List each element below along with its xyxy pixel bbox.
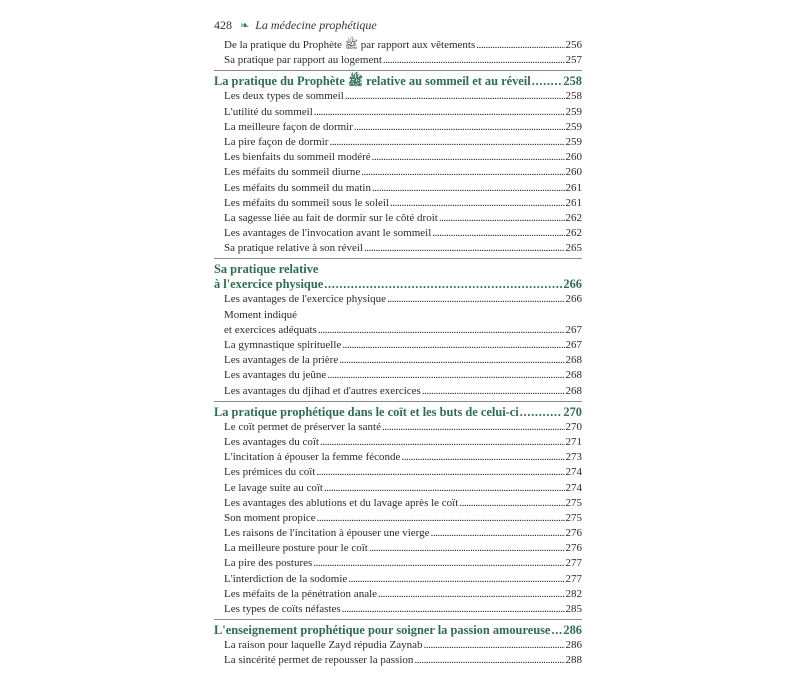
dot-leader (378, 587, 564, 602)
toc-entry-text: Les avantages du coït (224, 435, 319, 448)
toc-section (214, 258, 582, 400)
toc-entry (224, 226, 582, 241)
dot-leader (314, 105, 565, 120)
dot-leader (401, 450, 564, 465)
table-of-contents (214, 38, 582, 671)
dot-leader (431, 526, 565, 541)
book-page (214, 18, 582, 671)
toc-item-list (214, 38, 582, 70)
toc-entry-line2 (224, 323, 582, 338)
toc-entry (224, 368, 582, 383)
toc-entry-text: Sa pratique relative à son réveil (224, 242, 363, 255)
dot-leader (422, 384, 565, 399)
dot-leader (439, 211, 565, 226)
dot-leader (354, 120, 565, 135)
toc-entry (224, 38, 582, 53)
toc-entry-page: 282 (565, 587, 582, 600)
toc-entry-text: L'incitation à épouser la femme féconde (224, 451, 401, 464)
toc-entry-page: 262 (565, 227, 582, 240)
toc-entry-page: 259 (565, 105, 582, 118)
section-heading-text: L'enseignement prophétique pour soigner la passion amoureuse (214, 623, 551, 638)
dot-leader (327, 368, 564, 383)
toc-entry (224, 241, 582, 256)
toc-entry-text: et exercices adéquats (224, 323, 317, 336)
toc-section (214, 70, 582, 258)
toc-entry-text: Les deux types de sommeil (224, 90, 344, 103)
dot-leader (342, 602, 565, 617)
toc-entry-text: Le lavage suite au coït (224, 481, 323, 494)
toc-entry-page: 288 (565, 654, 582, 667)
toc-entry-page: 267 (565, 339, 582, 351)
section-heading (214, 402, 582, 420)
section-page-number: 258 (563, 74, 582, 89)
toc-entry (224, 420, 582, 435)
section-heading (214, 259, 582, 292)
toc-entry (224, 181, 582, 196)
dot-leader (361, 165, 564, 180)
dot-leader (324, 481, 565, 496)
toc-entry-text: Les avantages de la prière (224, 354, 339, 367)
dot-leader (432, 226, 564, 241)
toc-entry-text: La meilleure posture pour le coït (224, 542, 368, 555)
dot-leader (476, 38, 564, 53)
toc-entry (224, 541, 582, 556)
dot-leader (383, 53, 565, 68)
dot-leader (372, 181, 565, 196)
toc-entry-page: 286 (565, 639, 582, 652)
toc-entry (224, 135, 582, 150)
section-heading-text: La pratique prophétique dans le coït et les buts de celui-ci (214, 404, 519, 419)
toc-entry-text: La gymnastique spirituelle (224, 339, 342, 351)
toc-entry (224, 211, 582, 226)
toc-entry-text: La meilleure façon de dormir (224, 120, 353, 133)
dot-leader (320, 435, 565, 450)
toc-entry (224, 450, 582, 465)
toc-entry (224, 353, 582, 368)
toc-entry-text: Les avantages du jeûne (224, 369, 327, 382)
toc-item-list (214, 420, 582, 619)
toc-entry-text: Les avantages de l'invocation avant le sommeil (224, 227, 432, 240)
dot-leader (424, 638, 565, 653)
section-page-number: 266 (563, 277, 582, 292)
toc-entry-page: 260 (565, 151, 582, 164)
toc-entry (224, 465, 582, 480)
dot-leader (387, 292, 564, 307)
toc-entry-text: Son moment propice (224, 511, 316, 524)
section-page-number: 286 (563, 623, 582, 638)
toc-entry-text: Les méfaits du sommeil du matin (224, 181, 371, 194)
toc-entry (224, 53, 582, 68)
toc-section (214, 38, 582, 70)
section-heading-line (214, 405, 582, 420)
dot-leader (329, 135, 564, 150)
dot-leader (382, 420, 565, 435)
toc-entry-page: 275 (565, 511, 582, 524)
toc-entry (224, 481, 582, 496)
toc-entry (224, 105, 582, 120)
toc-item-list (214, 292, 582, 400)
section-page-number: 270 (563, 404, 582, 419)
toc-entry-text: Le coït permet de préserver la santé (224, 420, 381, 433)
section-heading-line (214, 74, 582, 89)
toc-entry (224, 308, 582, 338)
dot-leader (313, 556, 564, 571)
toc-entry (224, 338, 582, 353)
toc-entry-page: 273 (565, 451, 582, 464)
dot-leader (520, 405, 563, 420)
toc-entry-page: 262 (565, 211, 582, 224)
toc-entry-page: 274 (565, 466, 582, 479)
toc-entry-page: 256 (565, 39, 582, 51)
toc-entry-page: 267 (565, 323, 582, 336)
toc-entry-page: 268 (565, 384, 582, 397)
dot-leader (348, 572, 564, 587)
running-title: La médecine prophétique (255, 18, 377, 32)
toc-item-list (214, 89, 582, 258)
dot-leader (551, 623, 562, 638)
toc-entry-text: La raison pour laquelle Zayd répudia Zaynab (224, 639, 423, 652)
toc-entry (224, 89, 582, 104)
toc-entry (224, 556, 582, 571)
toc-item-list (214, 638, 582, 670)
toc-entry-page: 276 (565, 527, 582, 540)
toc-entry-text: Les types de coïts néfastes (224, 603, 341, 615)
toc-entry-text: Les bienfaits du sommeil modéré (224, 151, 371, 164)
dot-leader (369, 541, 565, 556)
toc-entry (224, 653, 582, 668)
section-heading-text: La pratique du Prophète ﷺ relative au sommeil et au réveil (214, 74, 531, 89)
section-heading-line1: Sa pratique relative (214, 262, 319, 277)
dot-leader (316, 465, 564, 480)
toc-entry (224, 120, 582, 135)
toc-entry-page: 275 (565, 496, 582, 509)
toc-entry-line1: Moment indiqué (224, 308, 298, 321)
toc-section (214, 401, 582, 619)
toc-entry-page: 268 (565, 369, 582, 382)
section-heading-line (214, 277, 582, 292)
toc-entry-page: 257 (565, 54, 582, 67)
toc-entry (224, 384, 582, 399)
toc-entry-text: De la pratique du Prophète ﷺ par rapport aux vêtements (224, 39, 476, 51)
toc-entry-page: 285 (565, 603, 582, 615)
toc-entry (224, 196, 582, 211)
toc-entry (224, 638, 582, 653)
toc-entry-page: 270 (565, 420, 582, 433)
dot-leader (345, 89, 565, 104)
toc-entry-page: 261 (565, 196, 582, 209)
toc-entry-text: Les avantages de l'exercice physique (224, 293, 387, 306)
toc-entry (224, 572, 582, 587)
toc-entry-text: Les méfaits de la pénétration anale (224, 587, 378, 600)
toc-entry-text: Sa pratique par rapport au logement (224, 54, 382, 67)
dot-leader (532, 74, 563, 89)
toc-entry-text: Les avantages du djihad et d'autres exercices (224, 384, 421, 397)
toc-entry (224, 602, 582, 617)
dot-leader (339, 353, 564, 368)
toc-entry (224, 150, 582, 165)
dot-leader (372, 150, 565, 165)
toc-entry-page: 266 (565, 293, 582, 306)
toc-entry-text: La sincérité permet de repousser la passion (224, 654, 414, 667)
dot-leader (342, 338, 564, 353)
toc-entry-page: 259 (565, 135, 582, 148)
toc-entry-page: 265 (565, 242, 582, 255)
toc-entry-text: Les méfaits du sommeil sous le soleil (224, 196, 389, 209)
toc-entry-text: La pire façon de dormir (224, 135, 329, 148)
toc-entry-page: 271 (565, 435, 582, 448)
toc-entry-page: 277 (565, 572, 582, 585)
dot-leader (364, 241, 565, 256)
toc-entry (224, 511, 582, 526)
toc-entry-page: 258 (565, 90, 582, 103)
toc-entry-text: L'interdiction de la sodomie (224, 572, 348, 585)
dot-leader (317, 511, 565, 526)
dot-leader (390, 196, 565, 211)
toc-entry (224, 496, 582, 511)
toc-entry-text: Les avantages des ablutions et du lavage après le coït (224, 496, 459, 509)
section-heading (214, 71, 582, 89)
dot-leader (318, 323, 565, 338)
dot-leader (414, 653, 564, 668)
toc-entry-page: 268 (565, 354, 582, 367)
dot-leader (324, 277, 562, 292)
running-header (214, 18, 582, 38)
section-heading (214, 620, 582, 638)
toc-section (214, 619, 582, 670)
toc-entry-page: 277 (565, 557, 582, 570)
toc-entry (224, 292, 582, 307)
toc-entry-text: La pire des postures (224, 557, 313, 570)
toc-entry-page: 274 (565, 481, 582, 494)
toc-entry-page: 276 (565, 542, 582, 555)
section-heading-line (214, 623, 582, 638)
toc-entry-text: L'utilité du sommeil (224, 105, 313, 118)
toc-entry-text: La sagesse liée au fait de dormir sur le côté droit (224, 211, 438, 224)
toc-entry (224, 587, 582, 602)
toc-entry (224, 435, 582, 450)
page-number: 428 (214, 18, 232, 32)
section-heading-text: à l'exercice physique (214, 277, 324, 292)
toc-entry-text: Les raisons de l'incitation à épouser une vierge (224, 527, 430, 540)
toc-entry-page: 261 (565, 181, 582, 194)
ornament-icon: ❧ (240, 20, 250, 32)
toc-entry (224, 526, 582, 541)
toc-entry-text: Les méfaits du sommeil diurne (224, 166, 361, 179)
toc-entry-page: 260 (565, 166, 582, 179)
dot-leader (459, 496, 564, 511)
toc-entry-text: Les prémices du coït (224, 466, 316, 479)
toc-entry-page: 259 (565, 120, 582, 133)
toc-entry (224, 165, 582, 180)
